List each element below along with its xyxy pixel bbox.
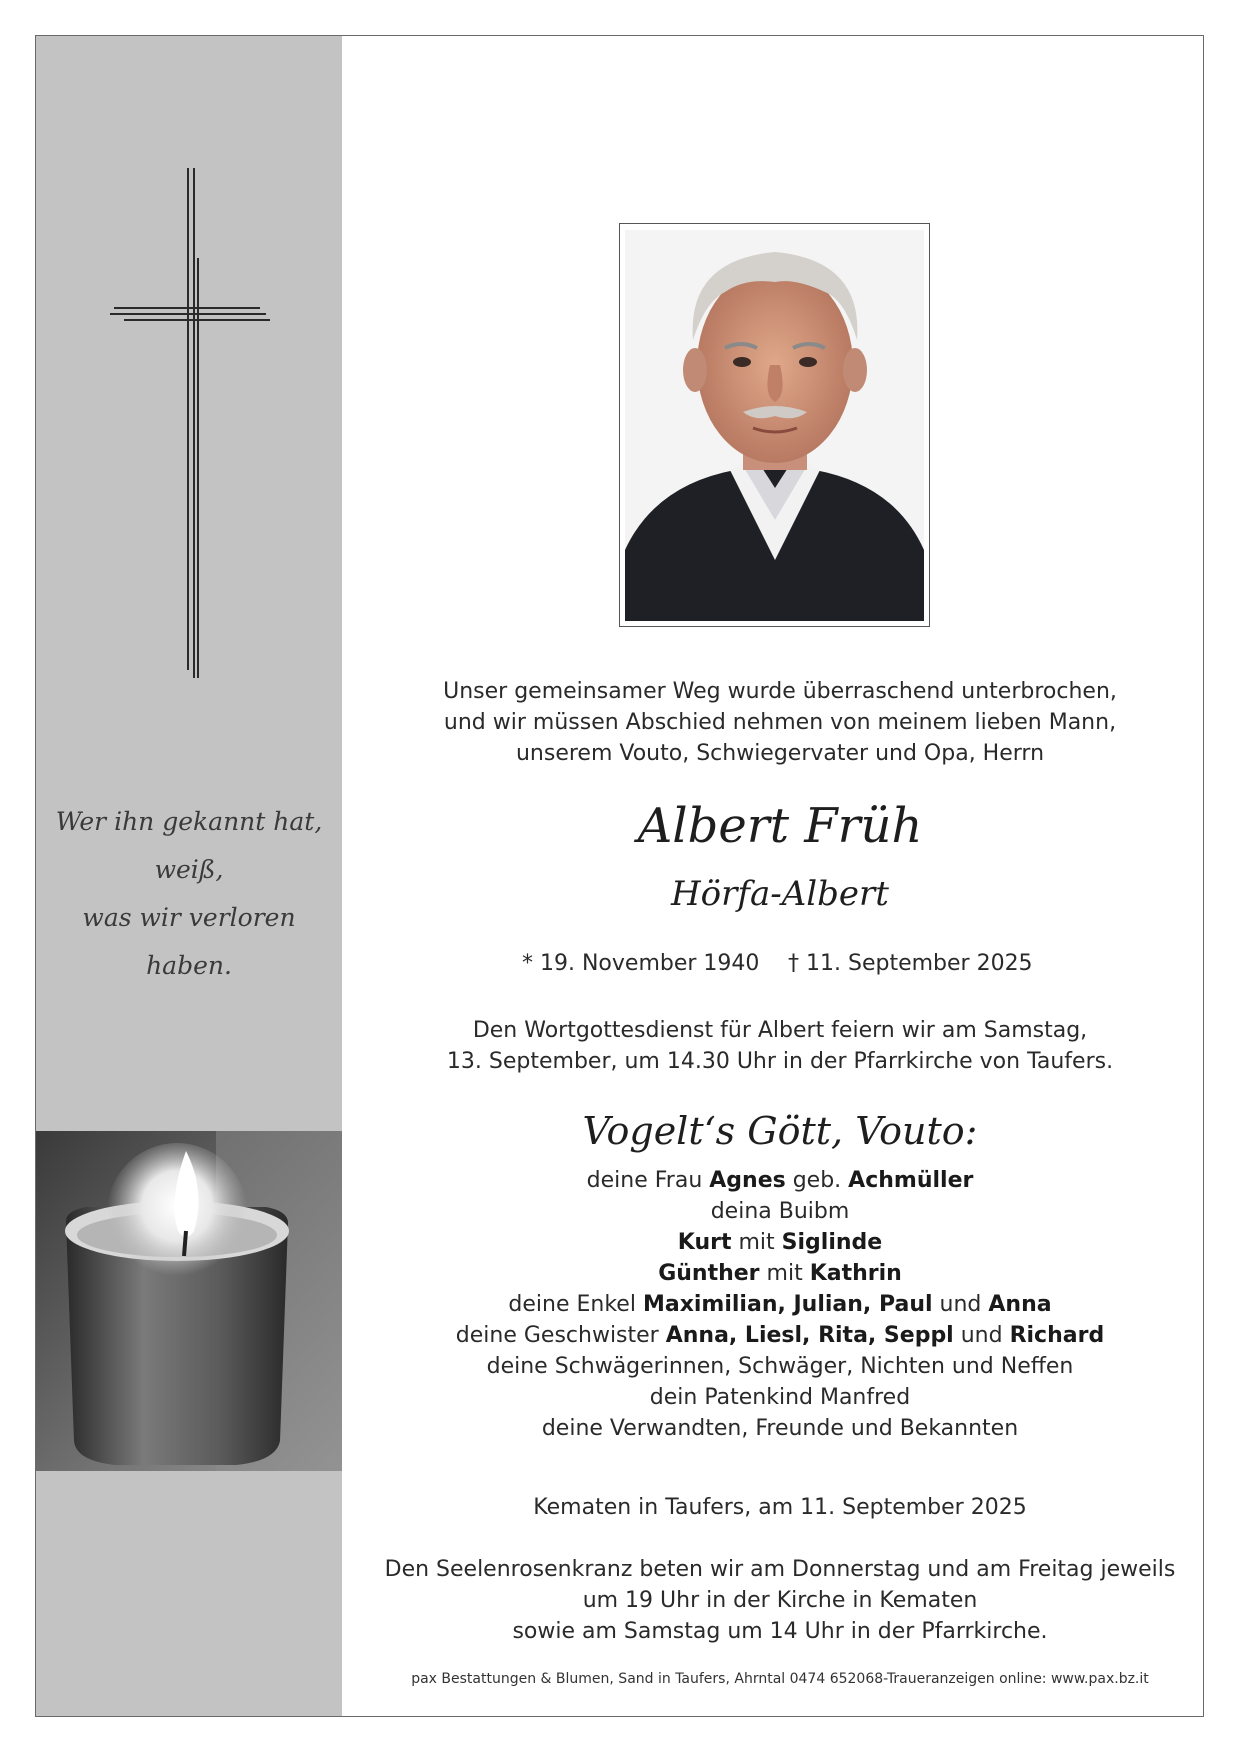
quote-line: was wir verloren haben. [82, 903, 296, 980]
birth-date: * 19. November 1940 [522, 951, 760, 976]
intro-line: Unser gemeinsamer Weg wurde überraschend unterbrochen, [443, 679, 1117, 704]
name-bold: Anna [988, 1292, 1052, 1317]
mourner-line: deina Buibm [710, 1199, 850, 1224]
service-line: 13. September, um 14.30 Uhr in der Pfarrkirche von Taufers. [446, 1049, 1114, 1074]
mourner-line [360, 1320, 1200, 1351]
name-bold: Achmüller [848, 1168, 974, 1193]
name-bold: Anna, Liesl, Rita, Seppl [665, 1323, 954, 1348]
quote-line: Wer ihn gekannt hat, [55, 807, 323, 836]
name-bold: Siglinde [781, 1230, 883, 1255]
rosary-text [360, 1554, 1200, 1647]
mourners-list [360, 1165, 1200, 1444]
mourner-line [360, 1289, 1200, 1320]
mourner-line [360, 1258, 1200, 1289]
text-fragment: deine Enkel [508, 1292, 643, 1317]
mourner-line: deine Schwägerinnen, Schwäger, Nichten und Neffen [486, 1354, 1074, 1379]
mourner-line: dein Patenkind Manfred [649, 1385, 911, 1410]
candle-image [36, 1131, 342, 1471]
text-fragment: deine Frau [586, 1168, 710, 1193]
intro-text [360, 676, 1200, 769]
text-fragment: und [953, 1323, 1010, 1348]
mourner-line [360, 1227, 1200, 1258]
mourner-line [360, 1165, 1200, 1196]
intro-line: und wir müssen Abschied nehmen von meinem lieben Mann, [443, 710, 1117, 735]
name-bold: Agnes [709, 1168, 786, 1193]
death-date: † 11. September 2025 [788, 951, 1033, 976]
deceased-name: Albert Früh [637, 798, 923, 854]
text-fragment: mit [731, 1230, 782, 1255]
name-bold: Günther [658, 1261, 760, 1286]
text-fragment: und [932, 1292, 989, 1317]
text-fragment: mit [759, 1261, 810, 1286]
name-bold: Richard [1009, 1323, 1105, 1348]
name-bold: Kathrin [809, 1261, 902, 1286]
service-text [360, 1015, 1200, 1077]
rosary-line: Den Seelenrosenkranz beten wir am Donnerstag und am Freitag jeweils [384, 1557, 1176, 1582]
portrait-photo [625, 230, 924, 621]
sidebar-quote [36, 798, 342, 990]
rosary-line: sowie am Samstag um 14 Uhr in der Pfarrkirche. [512, 1619, 1048, 1644]
mourners-heading: Vogelt‘s Gött, Vouto: [582, 1109, 978, 1153]
quote-line: weiß, [154, 855, 224, 884]
deceased-nickname: Hörfa-Albert [671, 874, 889, 914]
footer-text: pax Bestattungen & Blumen, Sand in Taufers, Ahrntal 0474 652068-Traueranzeigen online: www.pax.bz.it [411, 1671, 1149, 1687]
name-bold: Maximilian, Julian, Paul [642, 1292, 933, 1317]
intro-line: unserem Vouto, Schwiegervater und Opa, Herrn [515, 741, 1045, 766]
text-fragment: geb. [785, 1168, 849, 1193]
mourner-line: deine Verwandten, Freunde und Bekannten [541, 1416, 1019, 1441]
rosary-line: um 19 Uhr in der Kirche in Kematen [582, 1588, 978, 1613]
place-date: Kematen in Taufers, am 11. September 2025 [533, 1495, 1027, 1520]
service-line: Den Wortgottesdienst für Albert feiern wir am Samstag, [472, 1018, 1088, 1043]
life-dates [360, 951, 1200, 991]
text-fragment: deine Geschwister [455, 1323, 666, 1348]
name-bold: Kurt [677, 1230, 732, 1255]
cross-icon [110, 168, 270, 678]
